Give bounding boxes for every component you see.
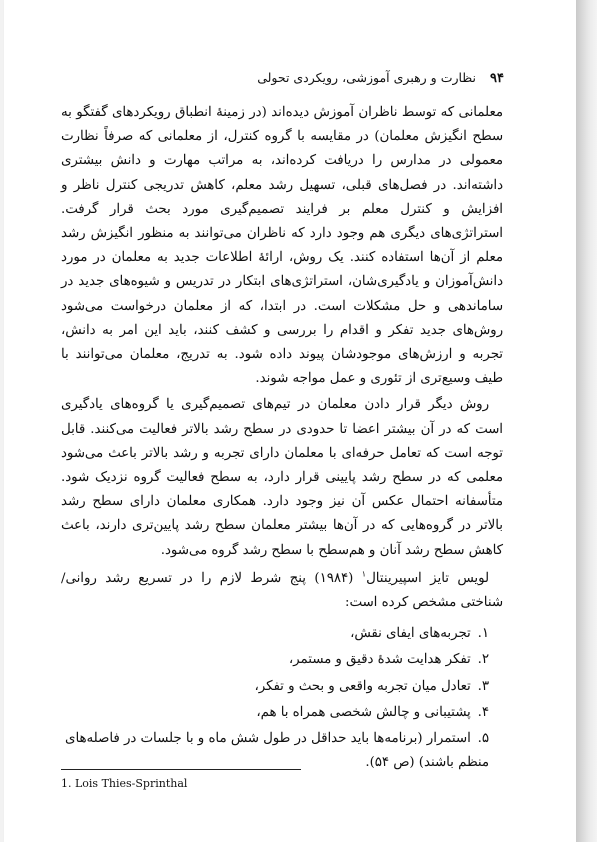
author-name: لویس تایز اسپیرینتال [366,570,489,586]
list-item-text: پشتیبانی و چالش شخصی همراه با هم، [256,704,471,720]
list-item-number: ۱. [477,626,489,642]
list-item-text: تعادل میان تجربه واقعی و بحث و تفکر، [254,678,471,694]
book-title: نظارت و رهبری آموزشی، رویکردی تحولی [257,70,477,85]
list-item-number: ۲. [477,652,489,668]
page-edge-shadow [576,0,597,842]
footnote: 1. Lois Thies-Sprinthal [61,777,188,790]
paragraph-1: معلمانی که توسط ناظران آموزش دیده‌اند (در زمینهٔ انطباق رویکردهای گفتگو به سطح انگیزش معلمان) در مقایسه با گروه کنترل، از معلمانی که صرفاً نظارت معمولی در مدارس را دریافت کرده‌اند، به مراتب مهارت و دانش بیشتری داشته‌اند. در فصل‌های قبلی، تسهیل رشد معلم، کاهش تدریجی کنترل ناظر و افزایش و کنترل معلم بر فرایند تصمیم‌گیری مورد بحث قرار گرفت. استراتژی‌های دیگری هم وجود دارد که ناظران می‌توانند به منظور انگیزش رشد معلم از آن‌ها استفاده کنند. یک روش، ارائهٔ اطلاعات جدید به معلمان در مورد دانش‌آموزان و یادگیری‌شان، استراتژی‌های ابتکار در تدریس و شیوه‌های جدید در ساماندهی و حل مشکلات است. در ابتدا، که از معلمان درخواست می‌شود روش‌های جدید تفکر و اقدام را بررسی و کشف کنند، باید این امر به دانش، تجربه و ارزش‌های موجودشان پیوند داده شود. به تدریج، معلمان می‌توانند با طیف وسیع‌تری از تئوری و عمل مواجه شوند. [61,105,503,387]
list-item-number: ۵. [477,731,489,747]
list-item [61,674,489,700]
page-number: ۹۴ [490,71,504,86]
list-item-number: ۳. [477,678,489,694]
footnote-divider [61,769,301,770]
running-header [200,70,504,86]
list-item [61,621,489,647]
list-item-text: تفکر هدایت شدهٔ دقیق و مستمر، [288,652,471,668]
list-item [61,647,489,673]
list-item-number: ۴. [477,704,489,720]
paragraph-2: روش دیگر قرار دادن معلمان در تیم‌های تصمیم‌گیری یا گروه‌های یادگیری است که در آن بیشتر اعضا تا حدودی در سطح رشد بالاتر فعالیت می‌کنند. قابل توجه است که تعامل حرفه‌ای با معلمان دارای تجربه و رشد بالاتر باعث می‌شود معلمی که در سطح رشد پایینی قرار دارد، به سطح فعالیت گروه نزدیک شود. متأسفانه احتمال عکس آن نیز وجود دارد. همکاری معلمان دارای سطح رشد بالاتر در گروه‌هایی که در آن‌ها بیشتر معلمان سطح رشد پایین‌تری دارند، باعث کاهش سطح رشد آنان و هم‌سطح با سطح رشد گروه می‌شود. [61,397,503,558]
list-item [61,700,489,726]
paragraph-3-text: (۱۹۸۴) پنج شرط لازم را در تسریع رشد روانی/ شناختی مشخص کرده است: [61,570,503,611]
page-body [61,101,503,776]
list-item-text: تجربه‌های ایفای نقش، [350,626,471,642]
conditions-list [61,621,503,776]
paragraph-3 [61,567,503,615]
list-item-text: استمرار (برنامه‌ها باید حداقل در طول شش ماه و با جلسات در فاصله‌های منظم باشند) (ص ۵۴). [65,731,489,771]
footnote-marker: ۱ [361,569,367,579]
